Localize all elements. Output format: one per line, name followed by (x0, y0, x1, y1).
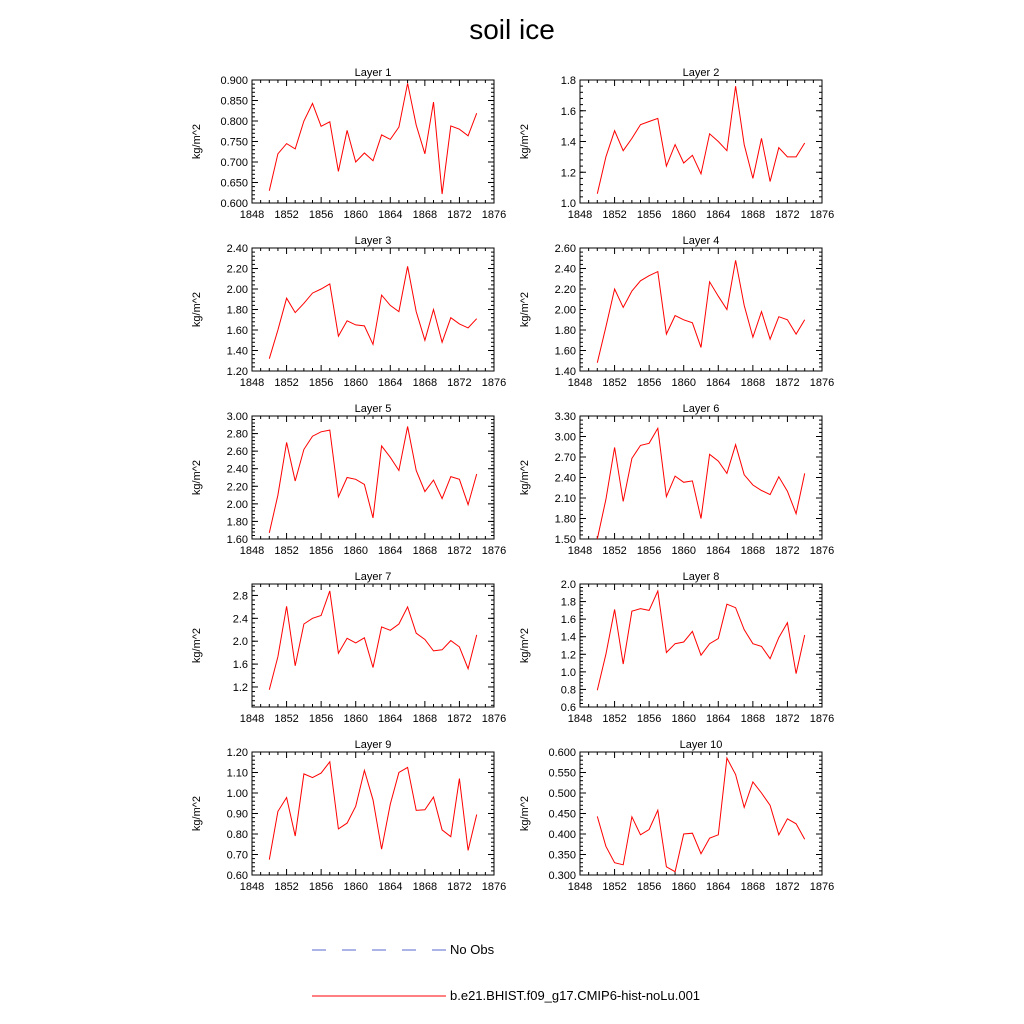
x-tick-label: 1872 (447, 881, 472, 893)
panel-title: Layer 7 (354, 571, 392, 583)
chart-panel-7 (191, 571, 506, 725)
y-tick-label: 1.40 (554, 366, 576, 378)
plot-frame (252, 416, 494, 539)
y-tick-label: 0.70 (226, 849, 248, 862)
chart-panel-8 (519, 571, 834, 725)
x-tick-label: 1848 (567, 881, 593, 893)
y-axis-label: kg/m^2 (191, 795, 203, 832)
series-line (269, 266, 476, 358)
panel-title: Layer 6 (682, 403, 720, 415)
y-tick-label: 1.60 (554, 345, 576, 358)
x-tick-label: 1872 (447, 377, 472, 389)
y-tick-label: 1.00 (226, 788, 248, 800)
y-axis-label: kg/m^2 (191, 459, 203, 496)
x-tick-label: 1872 (447, 545, 472, 557)
y-axis-label: kg/m^2 (519, 459, 531, 496)
y-tick-label: 0.600 (548, 747, 576, 759)
panel-title: Layer 4 (682, 235, 720, 247)
x-tick-label: 1868 (412, 209, 438, 221)
x-tick-label: 1876 (809, 209, 835, 221)
panel-title: Layer 8 (682, 571, 720, 583)
y-tick-label: 1.40 (226, 345, 248, 358)
chart-panel-2 (519, 67, 834, 221)
series-line (269, 591, 476, 690)
x-tick-label: 1868 (740, 545, 766, 557)
series-line (597, 428, 804, 539)
y-tick-label: 1.2 (560, 167, 576, 180)
series-line (597, 260, 804, 363)
x-tick-label: 1876 (481, 881, 507, 893)
x-tick-label: 1856 (636, 377, 662, 389)
y-tick-label: 0.800 (220, 116, 248, 128)
y-axis-label: kg/m^2 (191, 123, 203, 160)
y-tick-label: 2.20 (554, 284, 576, 296)
x-tick-label: 1856 (308, 713, 334, 725)
x-tick-label: 1852 (602, 545, 627, 557)
y-tick-label: 0.6 (560, 702, 576, 714)
x-tick-label: 1848 (239, 881, 265, 893)
x-tick-label: 1852 (274, 881, 299, 893)
y-tick-label: 1.20 (226, 747, 248, 759)
x-tick-label: 1868 (412, 545, 438, 557)
series-line (269, 83, 476, 194)
x-tick-label: 1876 (481, 713, 507, 725)
y-tick-label: 2.4 (232, 613, 248, 626)
x-tick-label: 1856 (308, 209, 334, 221)
y-tick-label: 1.60 (226, 534, 248, 546)
x-tick-label: 1856 (308, 545, 334, 557)
y-tick-label: 1.2 (232, 681, 248, 694)
x-tick-label: 1852 (274, 377, 299, 389)
x-tick-label: 1860 (671, 881, 696, 893)
panel-title: Layer 5 (354, 403, 392, 415)
y-tick-label: 0.90 (226, 808, 248, 821)
panel-title: Layer 2 (682, 67, 720, 79)
plot-frame (252, 248, 494, 371)
y-tick-label: 1.2 (560, 649, 576, 662)
y-tick-label: 0.350 (548, 849, 576, 862)
x-tick-label: 1848 (567, 545, 593, 557)
x-tick-label: 1864 (706, 377, 731, 389)
chart-panel-4 (519, 235, 834, 389)
y-tick-label: 0.500 (548, 788, 576, 800)
y-tick-label: 0.850 (220, 95, 248, 108)
x-tick-label: 1848 (567, 377, 593, 389)
x-tick-label: 1856 (636, 881, 662, 893)
x-tick-label: 1876 (481, 209, 507, 221)
y-tick-label: 1.8 (560, 596, 576, 609)
x-tick-label: 1868 (740, 377, 766, 389)
chart-panel-3 (191, 235, 506, 389)
x-tick-label: 1864 (378, 209, 403, 221)
x-tick-label: 1876 (809, 545, 835, 557)
x-tick-label: 1872 (447, 713, 472, 725)
y-tick-label: 1.0 (560, 198, 576, 210)
legend-obs-label: No Obs (450, 942, 495, 957)
x-tick-label: 1872 (775, 377, 800, 389)
x-tick-label: 1876 (481, 545, 507, 557)
y-tick-label: 2.10 (554, 493, 576, 505)
x-tick-label: 1852 (602, 713, 627, 725)
series-line (597, 86, 804, 194)
y-tick-label: 2.00 (554, 304, 576, 317)
x-tick-label: 1868 (740, 881, 766, 893)
y-tick-label: 1.6 (232, 659, 248, 672)
x-tick-label: 1860 (343, 209, 368, 221)
x-tick-label: 1860 (343, 713, 368, 725)
y-tick-label: 1.4 (560, 631, 576, 644)
y-tick-label: 1.6 (560, 105, 576, 118)
series-line (269, 762, 476, 860)
series-line (269, 427, 476, 533)
x-tick-label: 1860 (671, 713, 696, 725)
x-tick-label: 1864 (706, 209, 731, 221)
x-tick-label: 1848 (239, 713, 265, 725)
y-axis-label: kg/m^2 (519, 795, 531, 832)
y-tick-label: 2.0 (560, 579, 576, 591)
x-tick-label: 1868 (412, 713, 438, 725)
x-tick-label: 1852 (274, 209, 299, 221)
y-tick-label: 1.10 (226, 767, 248, 780)
y-tick-label: 1.8 (560, 75, 576, 87)
y-tick-label: 1.6 (560, 614, 576, 627)
series-line (597, 591, 804, 690)
y-tick-label: 1.20 (226, 366, 248, 378)
x-tick-label: 1860 (343, 377, 368, 389)
x-tick-label: 1864 (378, 881, 403, 893)
x-tick-label: 1852 (274, 545, 299, 557)
x-tick-label: 1868 (740, 209, 766, 221)
y-tick-label: 0.450 (548, 808, 576, 821)
x-tick-label: 1852 (602, 881, 627, 893)
plot-frame (580, 416, 822, 539)
chart-panel-10 (519, 739, 834, 893)
y-tick-label: 0.80 (226, 829, 248, 841)
x-tick-label: 1860 (343, 881, 368, 893)
x-tick-label: 1864 (378, 713, 403, 725)
panel-title: Layer 3 (354, 235, 392, 247)
y-tick-label: 0.550 (548, 767, 576, 780)
y-tick-label: 2.40 (554, 472, 576, 485)
y-axis-label: kg/m^2 (519, 627, 531, 664)
y-tick-label: 1.60 (226, 325, 248, 337)
plot-frame (580, 584, 822, 707)
y-tick-label: 2.20 (226, 481, 248, 494)
y-tick-label: 1.80 (226, 516, 248, 529)
panel-title: Layer 10 (679, 739, 723, 751)
y-tick-label: 0.650 (220, 177, 248, 190)
x-tick-label: 1852 (602, 209, 627, 221)
x-tick-label: 1876 (809, 377, 835, 389)
y-tick-label: 1.50 (554, 534, 576, 546)
y-tick-label: 3.30 (554, 411, 576, 423)
x-tick-label: 1856 (308, 881, 334, 893)
x-tick-label: 1860 (343, 545, 368, 557)
y-tick-label: 1.80 (226, 304, 248, 317)
y-tick-label: 3.00 (554, 431, 576, 444)
plot-frame (580, 248, 822, 371)
x-tick-label: 1860 (671, 545, 696, 557)
x-tick-label: 1860 (671, 209, 696, 221)
chart-panel-6 (519, 403, 834, 557)
x-tick-label: 1864 (706, 545, 731, 557)
y-tick-label: 2.0 (232, 636, 248, 649)
x-tick-label: 1848 (567, 209, 593, 221)
x-tick-label: 1868 (412, 377, 438, 389)
x-tick-label: 1864 (706, 713, 731, 725)
plot-frame (580, 752, 822, 875)
y-tick-label: 2.20 (226, 263, 248, 276)
y-tick-label: 1.80 (554, 325, 576, 337)
x-tick-label: 1872 (447, 209, 472, 221)
panel-title: Layer 9 (354, 739, 392, 751)
y-axis-label: kg/m^2 (519, 123, 531, 160)
y-tick-label: 2.40 (554, 263, 576, 276)
x-tick-label: 1876 (809, 881, 835, 893)
x-tick-label: 1856 (308, 377, 334, 389)
panel-title: Layer 1 (354, 67, 392, 79)
x-tick-label: 1864 (378, 545, 403, 557)
y-tick-label: 0.8 (560, 684, 576, 697)
x-tick-label: 1872 (775, 209, 800, 221)
x-tick-label: 1848 (239, 377, 265, 389)
x-tick-label: 1872 (775, 713, 800, 725)
x-tick-label: 1848 (239, 545, 265, 557)
y-tick-label: 2.40 (226, 243, 248, 255)
y-tick-label: 2.40 (226, 463, 248, 476)
y-tick-label: 1.4 (560, 136, 576, 149)
figure-title: soil ice (469, 14, 555, 45)
y-tick-label: 2.70 (554, 452, 576, 464)
y-tick-label: 0.900 (220, 75, 248, 87)
y-tick-label: 1.80 (554, 513, 576, 526)
x-tick-label: 1868 (412, 881, 438, 893)
chart-panel-1 (191, 67, 506, 221)
y-tick-label: 2.8 (232, 590, 248, 603)
x-tick-label: 1876 (809, 713, 835, 725)
y-tick-label: 0.600 (220, 198, 248, 210)
y-tick-label: 3.00 (226, 411, 248, 423)
y-axis-label: kg/m^2 (519, 291, 531, 328)
y-tick-label: 0.750 (220, 136, 248, 149)
y-tick-label: 0.400 (548, 829, 576, 841)
series-line (597, 758, 804, 872)
x-tick-label: 1852 (602, 377, 627, 389)
y-axis-label: kg/m^2 (191, 291, 203, 328)
x-tick-label: 1856 (636, 713, 662, 725)
legend-model-label: b.e21.BHIST.f09_g17.CMIP6-hist-noLu.001 (450, 988, 701, 1003)
x-tick-label: 1868 (740, 713, 766, 725)
plot-frame (580, 80, 822, 203)
y-tick-label: 2.80 (226, 428, 248, 441)
x-tick-label: 1876 (481, 377, 507, 389)
y-tick-label: 1.0 (560, 666, 576, 679)
y-tick-label: 2.00 (226, 284, 248, 296)
x-tick-label: 1864 (706, 881, 731, 893)
x-tick-label: 1856 (636, 209, 662, 221)
x-tick-label: 1848 (567, 713, 593, 725)
plot-frame (252, 80, 494, 203)
y-tick-label: 0.300 (548, 870, 576, 882)
y-tick-label: 2.60 (554, 243, 576, 255)
y-tick-label: 2.60 (226, 446, 248, 459)
x-tick-label: 1872 (775, 881, 800, 893)
chart-panel-9 (191, 739, 506, 893)
y-tick-label: 0.60 (226, 870, 248, 882)
y-tick-label: 0.700 (220, 157, 248, 169)
x-tick-label: 1864 (378, 377, 403, 389)
plot-frame (252, 752, 494, 875)
y-tick-label: 2.00 (226, 498, 248, 511)
x-tick-label: 1860 (671, 377, 696, 389)
x-tick-label: 1852 (274, 713, 299, 725)
y-axis-label: kg/m^2 (191, 627, 203, 664)
x-tick-label: 1856 (636, 545, 662, 557)
chart-panel-5 (191, 403, 506, 557)
x-tick-label: 1848 (239, 209, 265, 221)
x-tick-label: 1872 (775, 545, 800, 557)
